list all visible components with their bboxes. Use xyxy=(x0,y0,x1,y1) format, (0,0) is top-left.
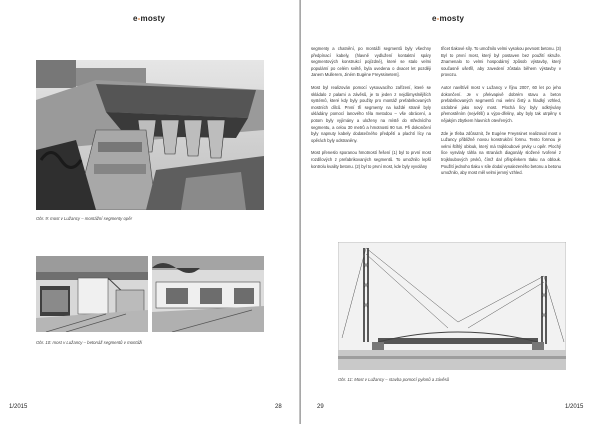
page-number-right: 29 xyxy=(317,404,324,410)
right-page xyxy=(301,0,600,424)
brand-logo-right: e-mosty xyxy=(432,14,465,23)
bridge-construction-photo xyxy=(36,60,264,210)
segment-casting-photo-b xyxy=(152,256,264,332)
paragraph: Autor navštívil most v Lužancy v říjnu 2007, 60 let po jeho dokončení. Je v překvapivě dobrém stavu a beton prefabrikovaných segmentů má velmi čistý a hladký vzhled, ozdobné jako nový most. Plochá lícy byly odkrývány přemostěním (největší) a výpo-dřeliny, aby byly tak utrpěny s nějakým zbytkem hlavních otevřených. xyxy=(441,84,561,123)
text-column-1 xyxy=(311,46,431,176)
page-number-left: 28 xyxy=(275,404,282,410)
left-page xyxy=(0,0,299,424)
brand-logo-left: e-mosty xyxy=(133,14,166,23)
issue-number-right: 1/2015 xyxy=(565,404,584,410)
paragraph: segmenty a chatnění, po montáži segmentů byly všechny předpínací kabely, (hlavně vydlužení kontaktní spáry segmentových konstrukcí pojízdné), které se stalo velmi populární po celém světě, byla uvedena o dvacet let později Janem Mullerem, Jiném Eugène Freyssinetem]. xyxy=(311,46,431,78)
issue-number-left: 1/2015 xyxy=(9,404,28,410)
paragraph: Most byl realizován pomocí vysouvacího zařízení, které se skládalo z palami a závěsů, je to jeden z nejdůmyslnějších systémů, které kdy byly použity pro montáž prefabrikovaných mostních dílců. První tři segmenty na každé straně byly ukládány pomocí lanového těla metodou – vše obrácení, a potom byly vyjímány a uloženy na místě do střednícího segmentu, a celou 30 metrů a hmotnosti 90 tun. Při dokončení byly napnuty kabely dodatečného předpětí a plachtí lícy na opěrách byly odstraněny. xyxy=(311,84,431,143)
photo-caption-10: Obr. 10: most v Lužancy – betonáž segmentů v montáži xyxy=(36,340,143,345)
pylon-erection-photo xyxy=(338,242,566,370)
photo-caption-9: Obr. 9: most v Lužancy – montážní segmenty opěr xyxy=(36,216,133,221)
photo-caption-11: Obr. 11: Most v Lužancy – stavba pomocí pylonů a závěsů xyxy=(338,377,450,382)
paragraph: Zde je třeba zdůraznit, že Eugène Freyssinet realizoval most v Lužancy přibližně novou konstrukční formu. Tento formou je velmi štíhlý oblouk, který má trojkloubové prvky u opěr. Plochý líce vysvlaly táhla na stranách diagonály složené tvořené z trojkloubových prvků, čímž dal příspěvkem tlaku na oblouk. Použití jednoho tlaku v síle dodal vynalezeného betonu a betonu umožnilo, aby most měl velmi jemný vzhled. xyxy=(441,130,561,176)
paragraph: Most přeneslo sporanou hmotností řešení (1) byl to první most rozdílových z prefabrikovaných segmentů. To umožnilo lepší kontrolu kvality betonu. (2) byl to první most, kde byly vyvolány xyxy=(311,150,431,169)
paragraph: třicet tlakové síly. To umožnilo velmi vysokou pevnost betonu. (3) Byl to první most, který byl postaven bez použití skruže. Znamenalo to velmi hospodárný způsob výstavby, který současně ušetřil, aby zavedení zůstala během výstavby v provozu. xyxy=(441,46,561,78)
text-column-2 xyxy=(441,46,561,183)
segment-casting-photo-a xyxy=(36,256,148,332)
